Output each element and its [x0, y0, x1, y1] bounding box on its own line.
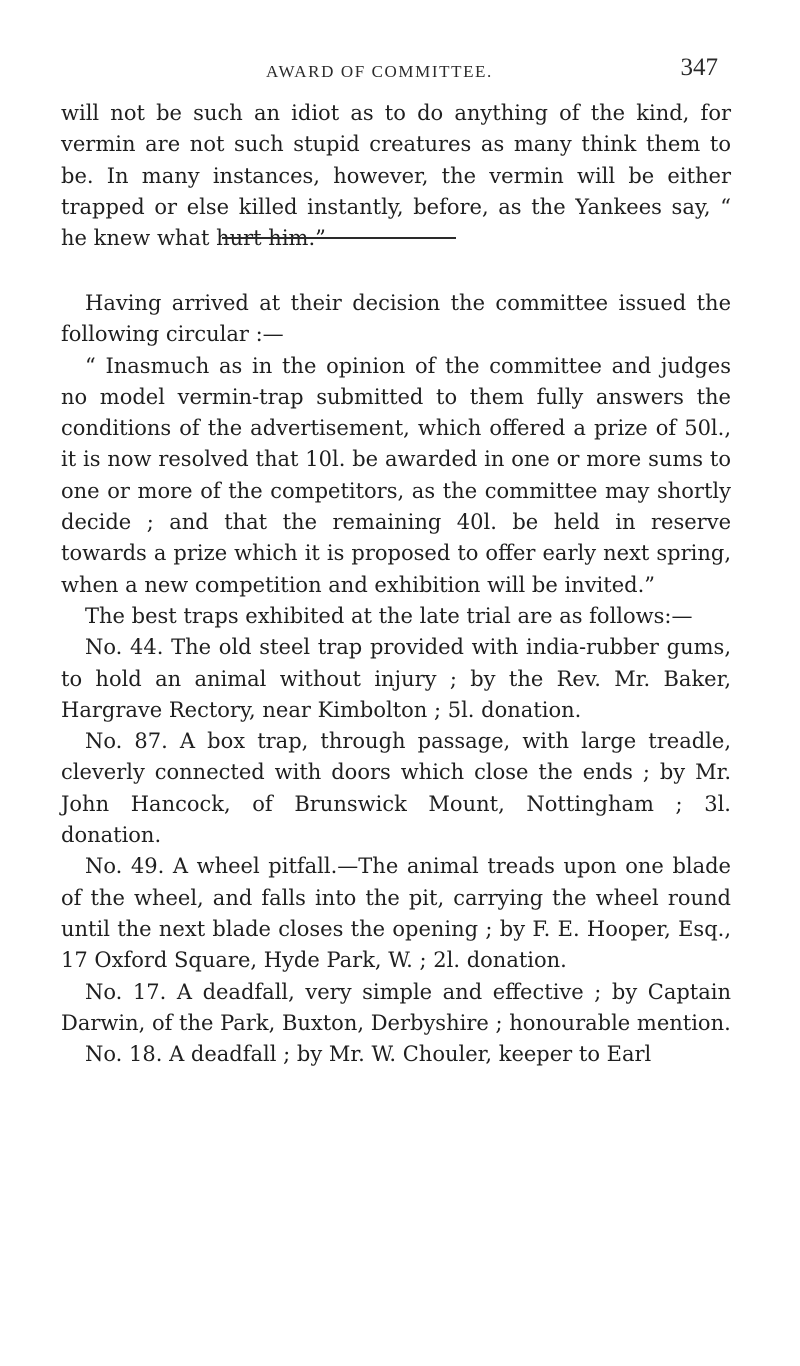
section-divider-rule — [222, 237, 456, 239]
paragraph-trap-no-17: No. 17. A deadfall, very simple and effective ; by Captain Darwin, of the Park, Buxton, Derbyshire ; honourable mention. — [61, 979, 731, 1035]
page-number: 347 — [680, 54, 718, 81]
paragraph-trap-no-44: No. 44. The old steel trap provided with india-rubber gums, to hold an animal without injury ; by the Rev. Mr. Baker, Hargrave Rectory, near Kimbolton ; 5l. donation. — [61, 635, 731, 722]
paragraph-vermin-continuation: will not be such an idiot as to do anything of the kind, for vermin are not such stupid creatures as many think them to be. In many instances, however, the vermin will be either trapped or else killed instantly, before, as the Yankees say, “ he knew what hurt him.” — [61, 101, 731, 251]
paragraph-circular-quote: “ Inasmuch as in the opinion of the committee and judges no model vermin-trap submitted to them fully answers the conditions of the advertisement, which offered a prize of 50l., it is now resolved that 10l. be awarded in one or more sums to one or more of the competitors, as the committee may shortly decide ; and that the remaining 40l. be held in reserve towards a prize which it is proposed to offer early next spring, when a new competition and exhibition will be invited.” — [61, 353, 731, 597]
paragraph-best-traps-intro: The best traps exhibited at the late trial are as follows:— — [85, 603, 693, 628]
paragraph-committee-decision: Having arrived at their decision the committee issued the following circular :— — [61, 291, 731, 347]
text-block-main — [61, 288, 731, 1070]
running-head: AWARD OF COMMITTEE. — [266, 62, 493, 81]
paragraph-trap-no-18: No. 18. A deadfall ; by Mr. W. Chouler, keeper to Earl — [85, 1042, 652, 1067]
text-block-top — [61, 98, 731, 254]
paragraph-trap-no-49: No. 49. A wheel pitfall.—The animal treads upon one blade of the wheel, and falls into the pit, carrying the wheel round until the next blade closes the opening ; by F. E. Hooper, Esq., 17 Oxford Square, Hyde Park, W. ; 2l. donation. — [61, 854, 731, 973]
paragraph-trap-no-87: No. 87. A box trap, through passage, with large treadle, cleverly connected with doors which close the ends ; by Mr. John Hancock, of Brunswick Mount, Nottingham ; 3l. donation. — [61, 729, 731, 848]
